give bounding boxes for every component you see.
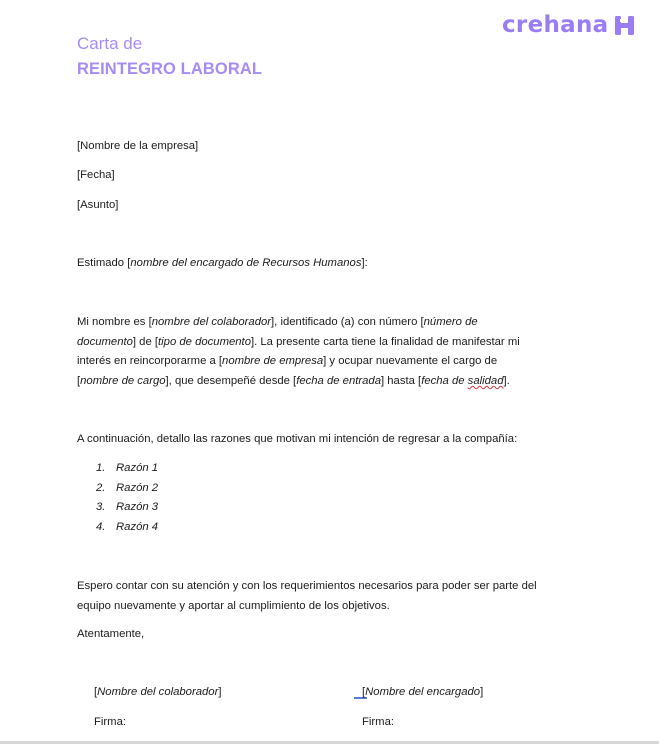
spellcheck-flagged-word[interactable]: salidad bbox=[467, 374, 504, 387]
document-type-placeholder: tipo de documento bbox=[158, 335, 251, 348]
closing-paragraph bbox=[77, 577, 577, 616]
document-title-prefix: Carta de bbox=[77, 34, 143, 53]
sign-off: Atentamente, bbox=[77, 628, 145, 640]
employee-signature-label: Firma: bbox=[94, 716, 127, 728]
intro-text: ], identificado (a) con número [ bbox=[271, 316, 424, 328]
reason-label: Razón 4 bbox=[116, 520, 159, 533]
reason-label: Razón 2 bbox=[116, 481, 159, 494]
list-item bbox=[96, 479, 158, 499]
intro-text: Mi nombre es [ bbox=[77, 316, 152, 328]
reason-label: Razón 3 bbox=[116, 501, 159, 514]
intro-text: [ bbox=[77, 374, 81, 387]
crehana-h-icon bbox=[615, 16, 634, 35]
greeting-suffix: ]: bbox=[361, 257, 368, 269]
employee-name-placeholder: nombre del colaborador bbox=[151, 316, 272, 328]
intro-line-2 bbox=[77, 333, 577, 353]
list-number: 2. bbox=[96, 481, 106, 494]
list-number: 3. bbox=[96, 501, 106, 514]
bracket: [ bbox=[362, 686, 366, 698]
list-item bbox=[96, 498, 158, 518]
greeting bbox=[77, 254, 368, 274]
hr-manager-placeholder: nombre del encargado de Recursos Humanos bbox=[130, 257, 362, 269]
subject-field: [Asunto] bbox=[77, 199, 119, 211]
intro-text: ] y ocupar nuevamente el cargo de bbox=[323, 355, 498, 368]
employee-name-placeholder: Nombre del colaborador bbox=[97, 686, 219, 698]
intro-text: ] hasta [ bbox=[380, 374, 422, 387]
bracket: [ bbox=[94, 686, 98, 698]
end-date-placeholder: fecha de bbox=[421, 374, 468, 387]
reasons-list bbox=[96, 459, 158, 537]
intro-text: ] de [ bbox=[132, 335, 159, 348]
crehana-logo bbox=[502, 14, 634, 37]
intro-line-3 bbox=[77, 352, 577, 372]
date-field: [Fecha] bbox=[77, 169, 115, 181]
intro-text: ], que desempeñé desde [ bbox=[165, 374, 297, 387]
job-title-placeholder: nombre de cargo bbox=[80, 374, 166, 387]
intro-text: ]. bbox=[503, 374, 510, 387]
list-item bbox=[96, 518, 158, 538]
bracket: ] bbox=[218, 686, 222, 698]
list-number: 1. bbox=[96, 462, 106, 474]
intro-line-1 bbox=[77, 313, 577, 333]
manager-name-placeholder: Nombre del encargado bbox=[365, 686, 481, 698]
closing-line-1: Espero contar con su atención y con los requerimientos necesarios para poder ser parte del bbox=[77, 580, 537, 592]
document-number-placeholder: documento bbox=[77, 335, 133, 348]
greeting-prefix: Estimado [ bbox=[77, 257, 131, 269]
document-number-placeholder: número de bbox=[423, 316, 478, 328]
intro-line-4 bbox=[77, 372, 577, 392]
start-date-placeholder: fecha de entrada bbox=[296, 374, 381, 387]
logo-text: crehana bbox=[502, 12, 609, 38]
reason-label: Razón 1 bbox=[116, 462, 159, 474]
list-number: 4. bbox=[96, 520, 106, 533]
intro-text: interés en reincorporarme a [ bbox=[77, 355, 223, 368]
intro-paragraph bbox=[77, 313, 577, 391]
reasons-intro: A continuación, detallo las razones que motivan mi intención de regresar a la compañía: bbox=[77, 433, 518, 445]
list-item bbox=[96, 459, 158, 479]
company-name-placeholder: nombre de empresa bbox=[222, 355, 324, 368]
document-title: REINTEGRO LABORAL bbox=[77, 60, 263, 78]
employee-signature-name bbox=[94, 683, 221, 703]
closing-line-2: equipo nuevamente y aportar al cumplimiento de los objetivos. bbox=[77, 599, 390, 612]
company-name-field: [Nombre de la empresa] bbox=[77, 140, 199, 152]
manager-signature-name bbox=[362, 683, 483, 703]
manager-signature-label: Firma: bbox=[362, 716, 395, 728]
bracket: ] bbox=[480, 686, 484, 698]
intro-text: ]. La presente carta tiene la finalidad de manifestar mi bbox=[250, 335, 520, 348]
